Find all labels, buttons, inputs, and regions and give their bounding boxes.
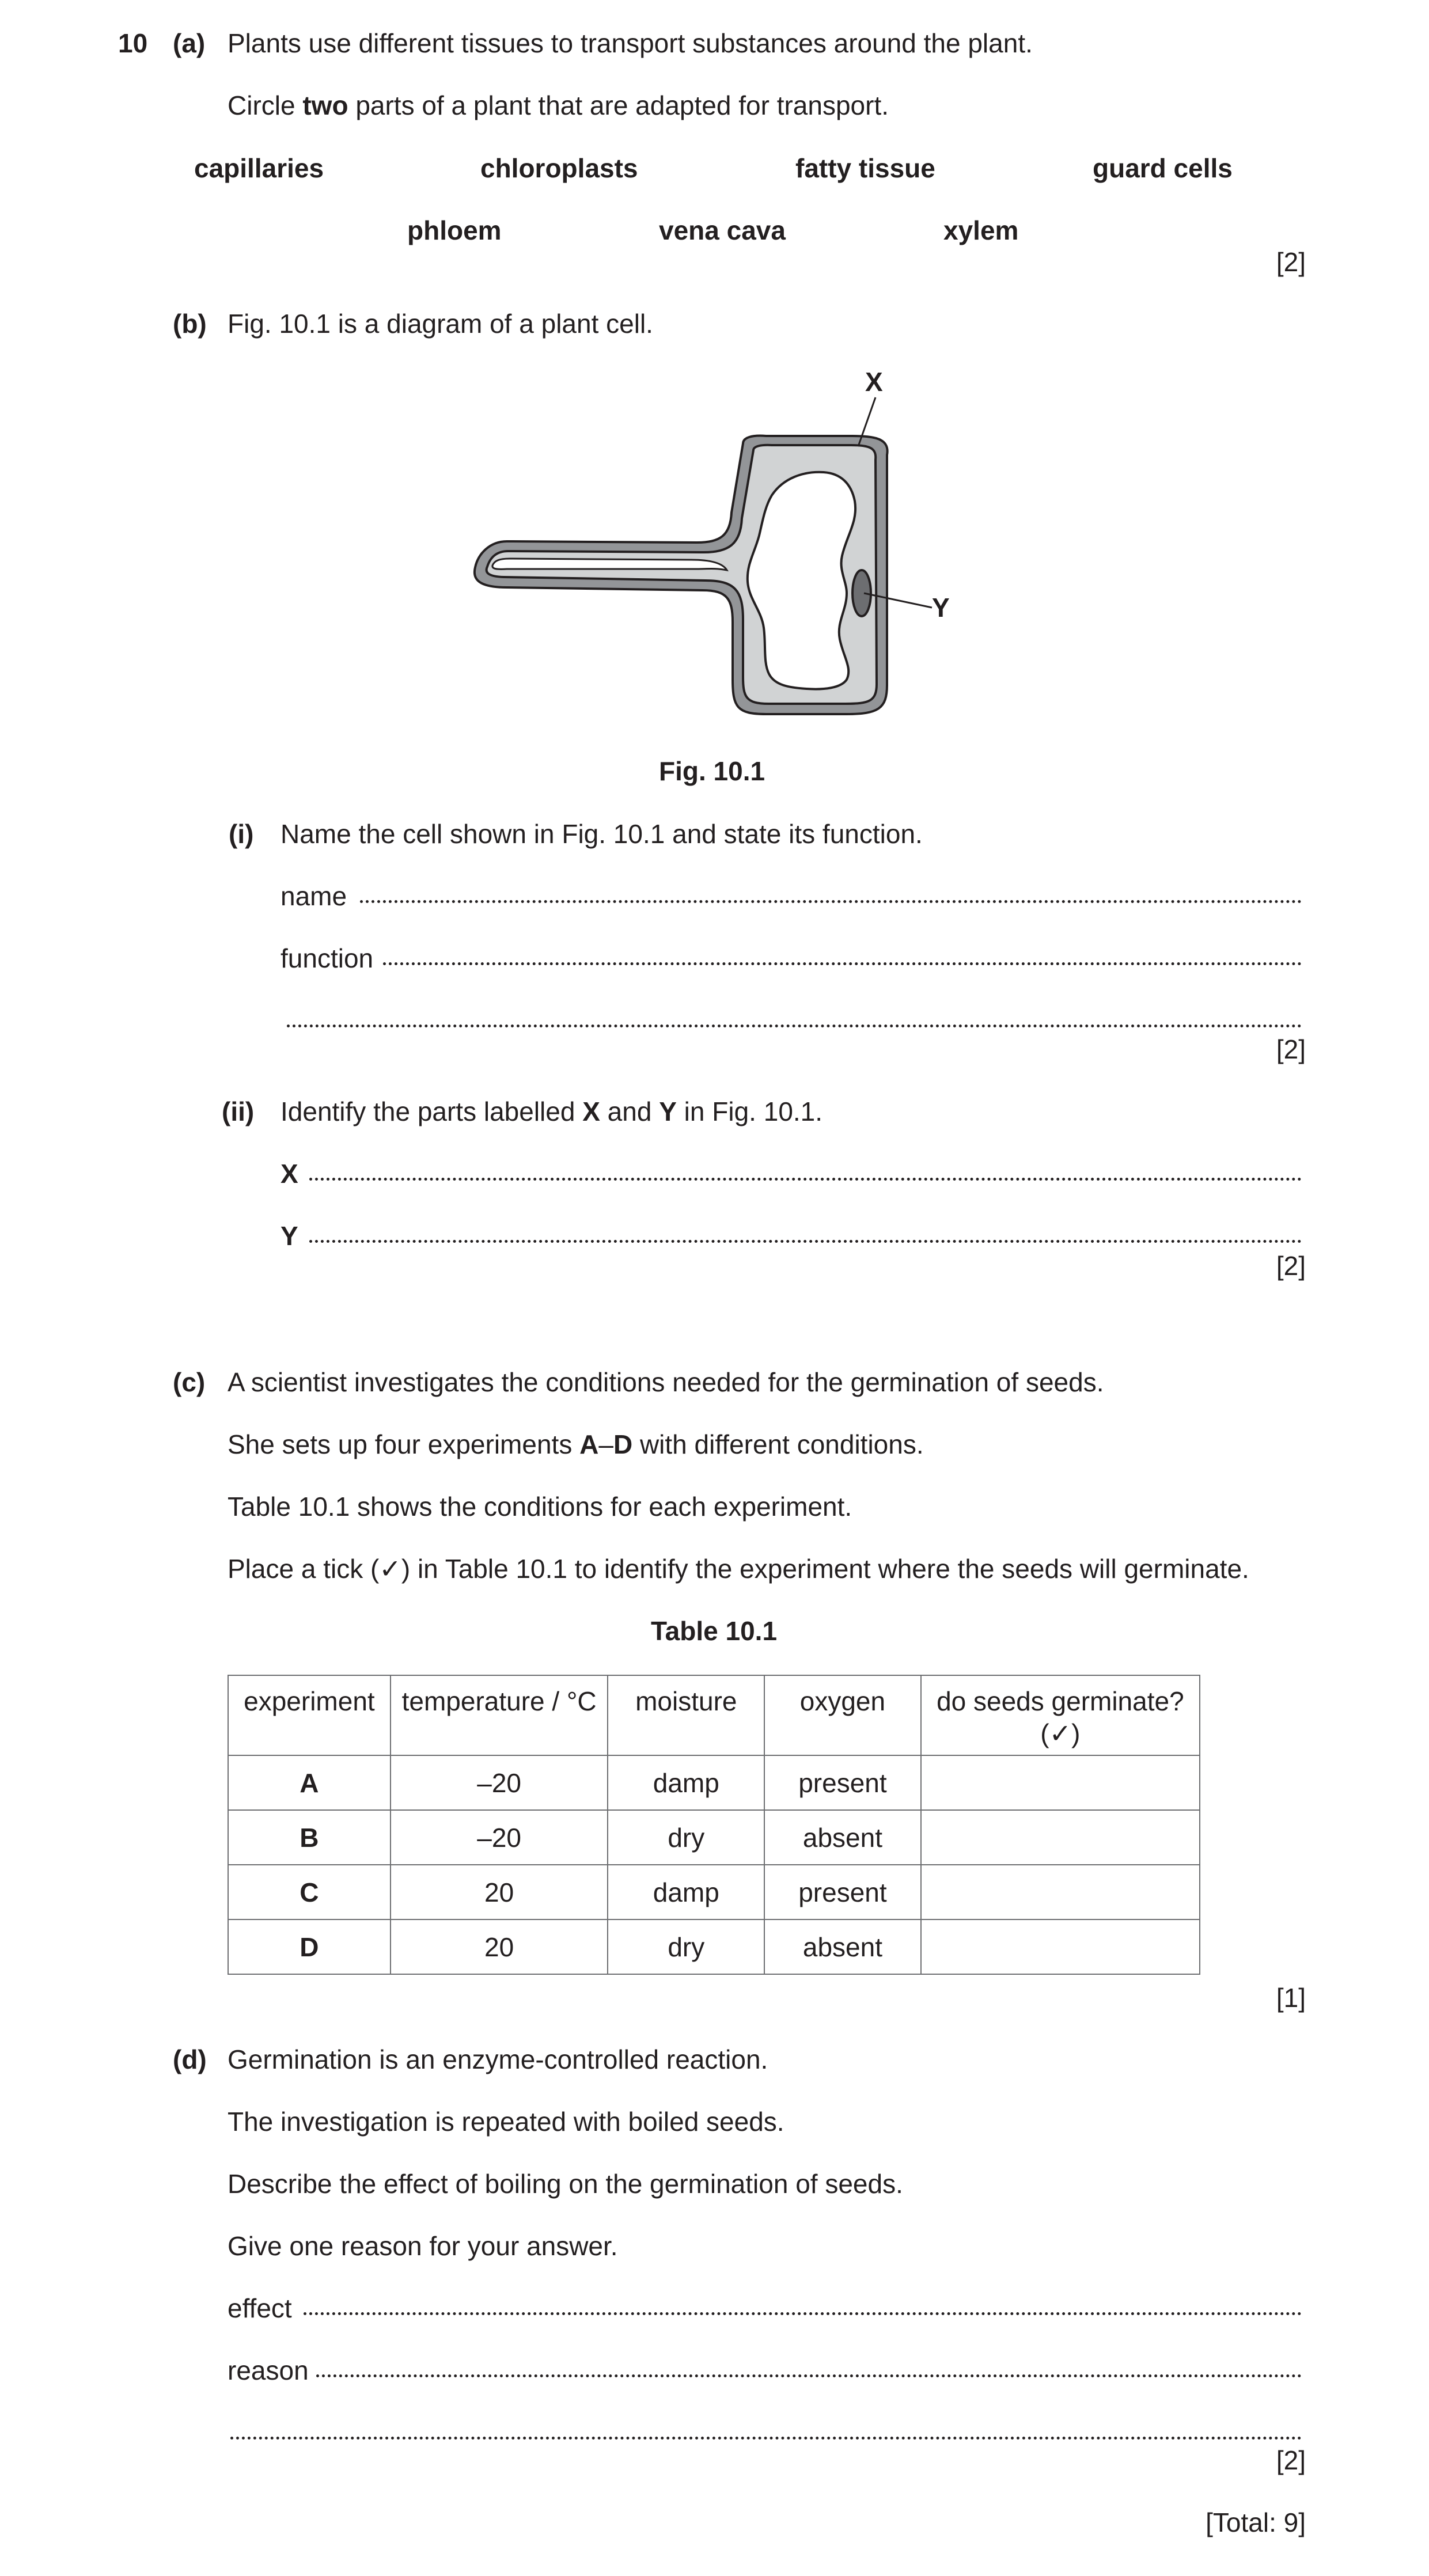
part-b-label: (b) — [173, 309, 207, 339]
option-capillaries[interactable]: capillaries — [194, 153, 324, 183]
function-answer-line[interactable] — [383, 962, 1302, 965]
part-b-i-marks: [2] — [1276, 1034, 1306, 1064]
name-answer-label: name — [281, 881, 347, 911]
answer-x-line[interactable] — [309, 1178, 1302, 1181]
part-a-instruction: Circle two parts of a plant that are adapted for transport. — [228, 90, 889, 120]
part-b-i-label: (i) — [229, 819, 254, 849]
conditions-table — [228, 1675, 1200, 1975]
part-a-text: Plants use different tissues to transport substances around the plant. — [228, 28, 1033, 58]
cell-germinate-tick[interactable] — [921, 1919, 1200, 1974]
cell-oxygen: present — [764, 1755, 921, 1810]
cell-experiment: D — [228, 1919, 391, 1974]
part-c-line1: A scientist investigates the conditions needed for the germination of seeds. — [228, 1367, 1104, 1397]
header-temperature: temperature / °C — [391, 1675, 608, 1755]
part-b-intro: Fig. 10.1 is a diagram of a plant cell. — [228, 309, 653, 339]
part-c-line2: She sets up four experiments A–D with different conditions. — [228, 1429, 924, 1459]
table-row — [228, 1755, 1200, 1810]
table-caption: Table 10.1 — [651, 1616, 778, 1646]
root-hair-cell-diagram — [0, 0, 1429, 749]
cell-moisture: dry — [608, 1810, 764, 1865]
answer-y-label: Y — [281, 1221, 298, 1251]
effect-answer-label: effect — [228, 2293, 292, 2323]
option-fatty-tissue[interactable]: fatty tissue — [795, 153, 935, 183]
header-moisture: moisture — [608, 1675, 764, 1755]
part-d-line2: The investigation is repeated with boiled seeds. — [228, 2107, 784, 2137]
figure-label-x: X — [865, 367, 883, 397]
part-d-line1: Germination is an enzyme-controlled reaction. — [228, 2044, 768, 2074]
part-d-line3: Describe the effect of boiling on the germination of seeds. — [228, 2169, 903, 2199]
header-germinate: do seeds germinate? (✓) — [921, 1675, 1200, 1755]
table-row — [228, 1865, 1200, 1919]
cell-temperature: 20 — [391, 1865, 608, 1919]
part-b-ii-label: (ii) — [222, 1097, 255, 1126]
table-row — [228, 1919, 1200, 1974]
option-phloem[interactable]: phloem — [407, 215, 502, 245]
option-chloroplasts[interactable]: chloroplasts — [480, 153, 638, 183]
plant-cell-figure — [0, 0, 1429, 749]
cell-oxygen: absent — [764, 1919, 921, 1974]
reason-answer-label: reason — [228, 2355, 309, 2385]
function-answer-line-2[interactable] — [287, 1025, 1302, 1027]
cell-oxygen: present — [764, 1865, 921, 1919]
cell-moisture: damp — [608, 1865, 764, 1919]
function-answer-label: function — [281, 943, 374, 973]
part-b-ii-marks: [2] — [1276, 1251, 1306, 1281]
option-xylem[interactable]: xylem — [943, 215, 1019, 245]
table-row — [228, 1810, 1200, 1865]
cell-germinate-tick[interactable] — [921, 1755, 1200, 1810]
cell-temperature: 20 — [391, 1919, 608, 1974]
part-d-label: (d) — [173, 2044, 207, 2074]
answer-y-line[interactable] — [309, 1240, 1302, 1243]
cell-germinate-tick[interactable] — [921, 1810, 1200, 1865]
table-header-row — [228, 1675, 1200, 1755]
part-c-line3: Table 10.1 shows the conditions for each experiment. — [228, 1492, 852, 1522]
reason-answer-line[interactable] — [316, 2374, 1302, 2377]
name-answer-line[interactable] — [360, 900, 1302, 903]
cell-experiment: B — [228, 1810, 391, 1865]
cell-temperature: –20 — [391, 1810, 608, 1865]
cell-moisture: dry — [608, 1919, 764, 1974]
cell-temperature: –20 — [391, 1755, 608, 1810]
header-oxygen: oxygen — [764, 1675, 921, 1755]
part-a-marks: [2] — [1276, 247, 1306, 277]
option-vena-cava[interactable]: vena cava — [659, 215, 786, 245]
question-number: 10 — [118, 28, 148, 58]
part-c-line4: Place a tick (✓) in Table 10.1 to identify the experiment where the seeds will germinate. — [228, 1554, 1249, 1584]
part-c-marks: [1] — [1276, 1983, 1306, 2013]
reason-answer-line-2[interactable] — [230, 2437, 1302, 2440]
effect-answer-line[interactable] — [304, 2312, 1302, 2315]
cell-moisture: damp — [608, 1755, 764, 1810]
part-d-line4: Give one reason for your answer. — [228, 2231, 618, 2261]
part-b-ii-text: Identify the parts labelled X and Y in Fig. 10.1. — [281, 1097, 823, 1126]
total-marks: [Total: 9] — [1206, 2507, 1306, 2537]
cell-germinate-tick[interactable] — [921, 1865, 1200, 1919]
header-experiment: experiment — [228, 1675, 391, 1755]
option-guard-cells[interactable]: guard cells — [1093, 153, 1233, 183]
cell-experiment: C — [228, 1865, 391, 1919]
cell-experiment: A — [228, 1755, 391, 1810]
figure-caption: Fig. 10.1 — [659, 756, 765, 786]
part-d-marks: [2] — [1276, 2445, 1306, 2475]
part-b-i-text: Name the cell shown in Fig. 10.1 and state its function. — [281, 819, 923, 849]
answer-x-label: X — [281, 1159, 298, 1189]
figure-label-y: Y — [932, 593, 950, 623]
part-a-label: (a) — [173, 28, 206, 58]
part-c-label: (c) — [173, 1367, 206, 1397]
cell-oxygen: absent — [764, 1810, 921, 1865]
